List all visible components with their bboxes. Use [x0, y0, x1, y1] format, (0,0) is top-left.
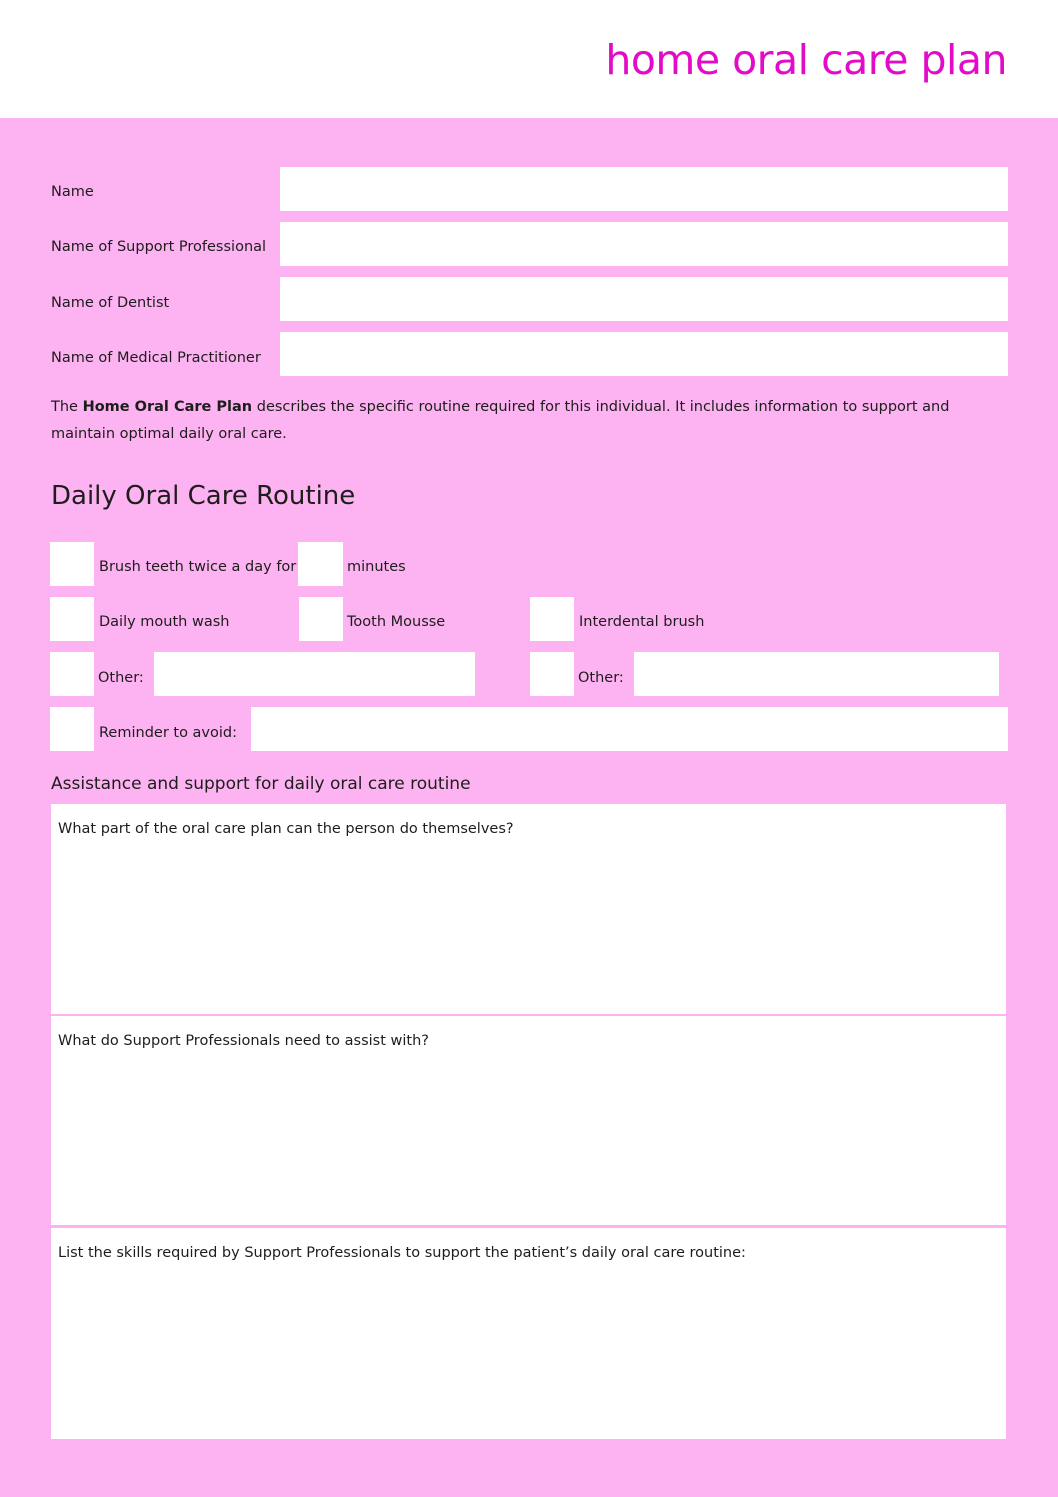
description-bold: Home Oral Care Plan	[82, 399, 253, 415]
tooth-mousse-label: Tooth Mousse	[347, 614, 446, 630]
mouth-wash-checkbox[interactable]	[50, 597, 94, 641]
support-professional-label: Name of Support Professional	[51, 239, 267, 255]
mouth-wash-label: Daily mouth wash	[99, 614, 230, 630]
other-2-label: Other:	[578, 670, 624, 686]
other-2-field[interactable]	[634, 652, 999, 696]
other-1-field[interactable]	[154, 652, 475, 696]
assist-question-box	[51, 1016, 1006, 1225]
skills-question: List the skills required by Support Professionals to support the patient’s daily oral care routine:	[58, 1245, 746, 1261]
interdental-brush-checkbox[interactable]	[530, 597, 574, 641]
minutes-label: minutes	[347, 559, 406, 575]
tooth-mousse-checkbox[interactable]	[299, 597, 343, 641]
other-2-checkbox[interactable]	[530, 652, 574, 696]
assist-question: What do Support Professionals need to assist with?	[58, 1033, 429, 1049]
plan-description	[51, 394, 1011, 448]
medical-practitioner-label: Name of Medical Practitioner	[51, 350, 261, 366]
name-label: Name	[51, 184, 94, 200]
reminder-checkbox[interactable]	[50, 707, 94, 751]
name-field[interactable]	[280, 167, 1008, 211]
description-suffix: describes the specific routine required for this individual. It includes information to support and maintain optimal daily oral care.	[51, 399, 950, 442]
skills-question-box	[51, 1228, 1006, 1439]
description-prefix: The	[51, 399, 83, 415]
self-care-question: What part of the oral care plan can the person do themselves?	[58, 821, 514, 837]
other-1-label: Other:	[98, 670, 144, 686]
medical-practitioner-field[interactable]	[280, 332, 1008, 376]
assistance-heading: Assistance and support for daily oral care routine	[51, 774, 471, 794]
skills-answer[interactable]	[58, 1272, 999, 1431]
assist-answer[interactable]	[58, 1060, 999, 1217]
support-professional-field[interactable]	[280, 222, 1008, 266]
dentist-field[interactable]	[280, 277, 1008, 321]
reminder-label: Reminder to avoid:	[99, 725, 238, 741]
page-header	[0, 0, 1058, 118]
dentist-label: Name of Dentist	[51, 295, 170, 311]
brush-minutes-field[interactable]	[298, 542, 343, 586]
brush-teeth-checkbox[interactable]	[50, 542, 94, 586]
self-care-answer[interactable]	[58, 848, 999, 1006]
interdental-brush-label: Interdental brush	[579, 614, 705, 630]
reminder-field[interactable]	[251, 707, 1008, 751]
routine-heading: Daily Oral Care Routine	[51, 481, 356, 511]
brush-teeth-label: Brush teeth twice a day for	[99, 559, 297, 575]
self-care-question-box	[51, 804, 1006, 1014]
page-title: home oral care plan	[605, 36, 1007, 84]
other-1-checkbox[interactable]	[50, 652, 94, 696]
